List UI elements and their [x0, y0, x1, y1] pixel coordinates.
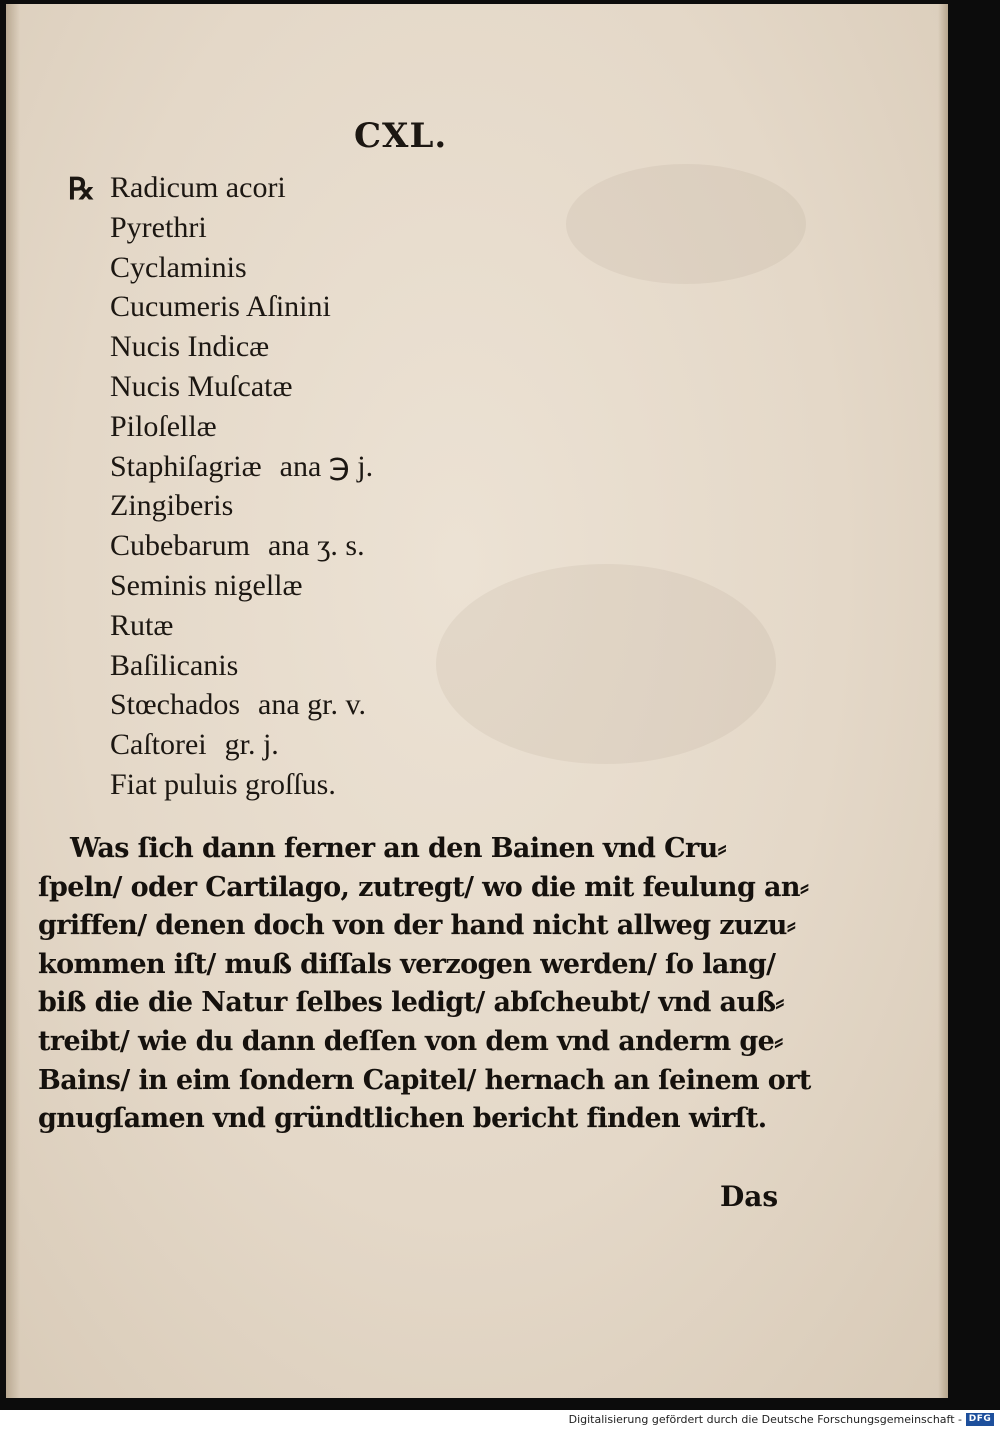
recipe-line [110, 367, 373, 407]
recipe-line [110, 248, 373, 288]
paragraph-line: Bains/ in eim ſondern Capitel/ hernach an ſeinem ort [38, 1064, 811, 1096]
ingredient: Radicum acori [110, 171, 286, 204]
ingredient: Caſtorei [110, 728, 207, 762]
dfg-logo-icon[interactable]: DFG [966, 1413, 994, 1426]
page-gutter-shadow [6, 4, 20, 1398]
ingredient: Cucumeris Aſinini [110, 290, 331, 324]
recipe-line [110, 208, 373, 248]
paragraph-line: Was ſich dann ferner an den Bainen vnd Cru⸗ [70, 833, 727, 864]
blackletter-paragraph [38, 830, 811, 1139]
recipe-line [110, 685, 373, 725]
ingredient: Piloſellæ [110, 409, 217, 443]
show-through-stain [436, 564, 776, 764]
ingredient: Fiat puluis groſſus. [110, 767, 336, 801]
ingredient: Zingiberis [110, 489, 234, 523]
show-through-stain [566, 164, 806, 284]
ingredient: Pyrethri [110, 210, 207, 244]
book-page [6, 4, 948, 1398]
page-folio-number: CXL. [354, 116, 448, 156]
recipe-line [110, 526, 373, 566]
recipe-line [110, 407, 373, 447]
digitization-footer [0, 1410, 1000, 1430]
recipe-line [110, 725, 373, 765]
recipe-line [110, 447, 373, 487]
recipe-line [110, 327, 373, 367]
funding-credit: Digitalisierung gefördert durch die Deutsche Forschungsgemeinschaft - [568, 1413, 962, 1426]
dosage: ana ʒ. s. [267, 529, 365, 563]
recipe-line [110, 486, 373, 526]
dosage: ana gr. v. [258, 688, 367, 722]
paragraph-line: ſpeln/ oder Cartilago, zutregt/ wo die mit feulung an⸗ [38, 871, 809, 903]
recipe-list [110, 168, 373, 805]
ingredient: Cubebarum [110, 529, 250, 563]
dosage: gr. j. [224, 728, 279, 762]
ingredient: Seminis nigellæ [110, 568, 303, 602]
page-edge-shadow [938, 4, 948, 1398]
catchword: Das [720, 1180, 779, 1213]
dosage: ana ℈ j. [279, 449, 374, 483]
recipe-line [110, 765, 373, 805]
recipe-line [110, 606, 373, 646]
recipe-symbol: ℞ [68, 172, 95, 207]
paragraph-line: kommen iſt/ muß diſſals verzogen werden/ ſo lang/ [38, 948, 776, 980]
paragraph-line: treibt/ wie du dann deſſen von dem vnd anderm ge⸗ [38, 1025, 783, 1057]
recipe-line [110, 168, 373, 208]
ingredient: Nucis Muſcatæ [110, 369, 293, 403]
paragraph-line: gnugſamen vnd gründtlichen bericht finden wirſt. [38, 1103, 767, 1135]
ingredient: Stœchados [110, 688, 240, 722]
ingredient: Baſilicanis [110, 648, 239, 682]
ingredient: Rutæ [110, 608, 174, 642]
recipe-line [110, 287, 373, 327]
recipe-line [110, 566, 373, 606]
ingredient: Staphiſagriæ [110, 449, 262, 483]
ingredient: Nucis Indicæ [110, 330, 270, 364]
paragraph-line: griffen/ denen doch von der hand nicht allweg zuzu⸗ [38, 910, 796, 942]
paragraph-line: biß die die Natur ſelbes ledigt/ abſcheubt/ vnd auß⸗ [38, 987, 784, 1019]
recipe-line [110, 646, 373, 686]
ingredient: Cyclaminis [110, 250, 247, 284]
